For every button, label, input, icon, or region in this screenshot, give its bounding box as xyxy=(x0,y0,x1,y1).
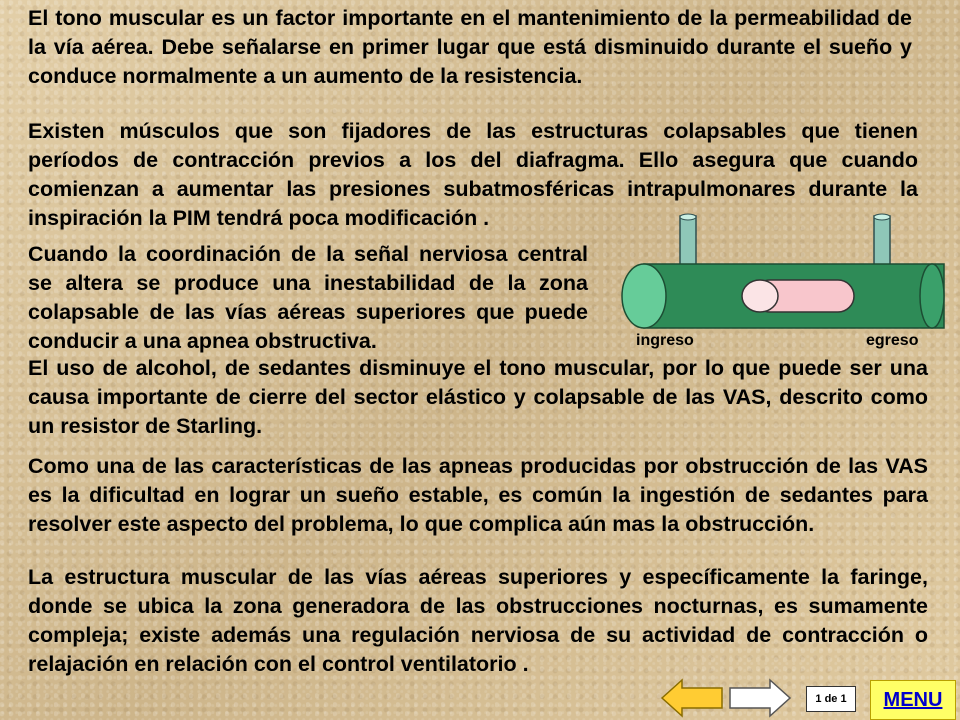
label-ingreso: ingreso xyxy=(636,332,694,349)
tube-end-right xyxy=(920,264,944,328)
label-egreso: egreso xyxy=(866,332,919,349)
forward-button[interactable] xyxy=(728,678,792,718)
page-indicator: 1 de 1 xyxy=(806,686,856,712)
arrow-right-icon xyxy=(730,680,790,716)
back-button[interactable] xyxy=(660,678,724,718)
outlet-pipe-top xyxy=(874,214,890,220)
paragraph-muscle-tone: El tono muscular es un factor importante en el mantenimiento de la permeabilidad de la vía aérea. Debe señalarse en primer lugar que está disminuido durante el sueño y conduce normalmente a un aumento de la resistencia. xyxy=(28,6,912,88)
tube-end-left xyxy=(622,264,666,328)
paragraph-coordination: Cuando la coordinación de la señal nerviosa central se altera se produce una inestabilidad de la zona colapsable de las vías aéreas superiores que puede conducir a una apnea obstructiva. xyxy=(28,242,588,353)
collapsible-segment-opening xyxy=(742,280,778,312)
paragraph-muscular-structure: La estructura muscular de las vías aéreas superiores y específicamente la faringe, donde se ubica la zona generadora de las obstrucciones nocturnas, es sumamente compleja; existe además una regulación nerviosa de su actividad de contracción o relajación en relación con el control ventilatorio . xyxy=(28,565,928,676)
arrow-left-icon xyxy=(662,680,722,716)
paragraph-alcohol-sedatives: El uso de alcohol, de sedantes disminuye el tono muscular, por lo que puede ser una causa importante de cierre del sector elástico y colapsable de las VAS, descrito como un resistor de Starling. xyxy=(28,356,928,438)
paragraph-apnea-characteristics: Como una de las características de las apneas producidas por obstrucción de las VAS es la dificultad en lograr un sueño estable, es común la ingestión de sedantes para resolver este aspecto del problema, lo que complica aún mas la obstrucción. xyxy=(28,454,928,536)
inlet-pipe-top xyxy=(680,214,696,220)
paragraph-fixing-muscles: Existen músculos que son fijadores de las estructuras colapsables que tienen períodos de contracción previos a los del diafragma. Ello asegura que cuando comienzan a aumentar las presiones subatmosféricas intrapulmonares durante la inspiración la PIM tendrá poca modificación . xyxy=(28,119,918,230)
menu-button[interactable]: MENU xyxy=(870,680,956,720)
